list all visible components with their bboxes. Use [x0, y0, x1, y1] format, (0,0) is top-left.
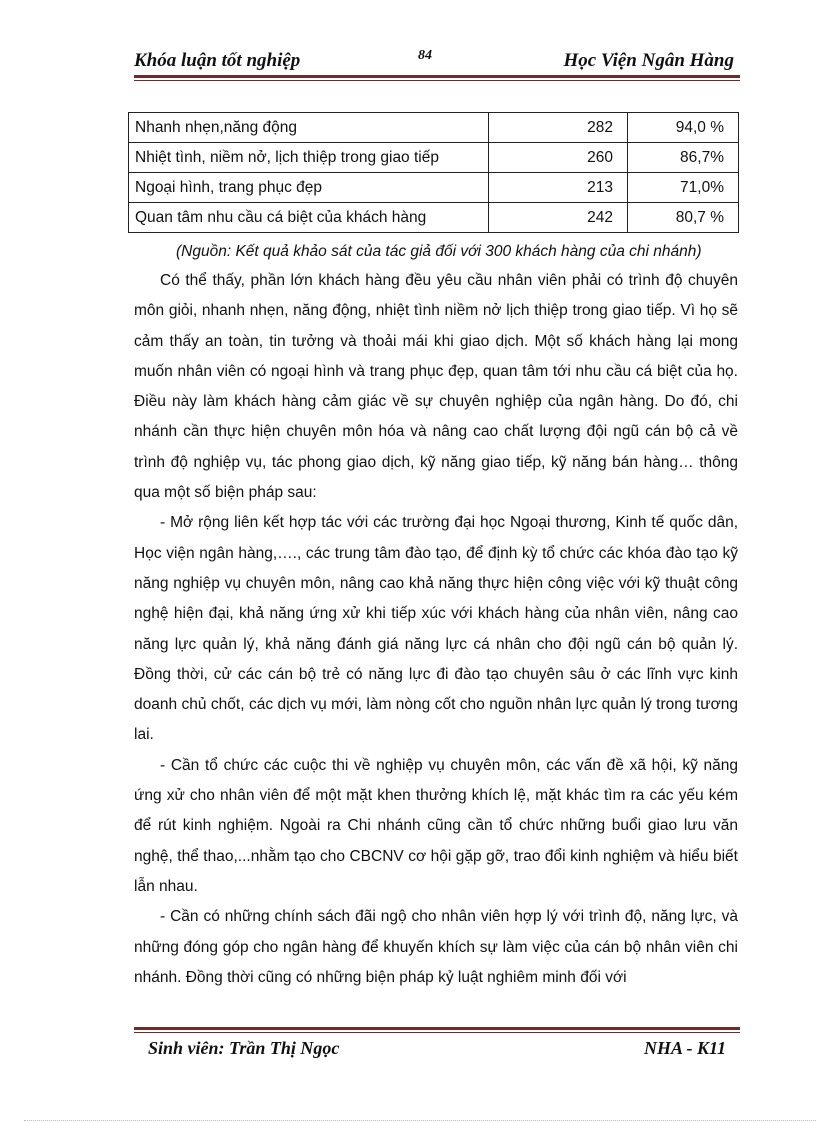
- table-source-note: (Nguồn: Kết quả khảo sát của tác giả đối với 300 khách hàng của chi nhánh): [176, 243, 702, 260]
- header-rule-thick: [134, 75, 740, 78]
- class-code: NHA - K11: [643, 1038, 726, 1058]
- table-row: [129, 113, 739, 143]
- row-count: 282: [489, 113, 628, 143]
- page-header: [134, 46, 734, 76]
- table-row: [129, 173, 739, 203]
- row-label: Nhanh nhẹn,năng động: [129, 113, 489, 143]
- table-row: [129, 203, 739, 233]
- page-footer: [148, 1038, 726, 1066]
- paragraph: Có thể thấy, phần lớn khách hàng đều yêu cầu nhân viên phải có trình độ chuyên môn giỏi, nhanh nhẹn, năng động, nhiệt tình niềm nở lịch thiệp trong giao tiếp. Vì họ sẽ cảm thấy an toàn, tin tưởng và thoải mái khi giao dịch. Một số khách hàng lại mong muốn nhân viên có ngoại hình và trang phục đẹp, quan tâm tới nhu cầu cá biệt của họ. Điều này làm khách hàng cảm giác về sự chuyên nghiệp của ngân hàng. Do đó, chi nhánh cần thực hiện chuyên môn hóa và nâng cao chất lượng đội ngũ cán bộ cả về trình độ nghiệp vụ, tác phong giao dịch, kỹ năng giao tiếp, kỹ năng bán hàng… thông qua một số biện pháp sau:: [134, 272, 738, 502]
- body-text: [134, 266, 738, 993]
- footer-rule-thick: [134, 1027, 740, 1030]
- thesis-title: Khóa luận tốt nghiệp: [134, 50, 301, 71]
- row-count: 242: [489, 203, 628, 233]
- page-number: 84: [418, 48, 432, 63]
- row-count: 260: [489, 143, 628, 173]
- row-label: Ngoại hình, trang phục đẹp: [129, 173, 489, 203]
- survey-table: [128, 112, 739, 233]
- institution-name: Học Viện Ngân Hàng: [563, 50, 734, 71]
- row-percent: 71,0%: [628, 173, 739, 203]
- row-label: Quan tâm nhu cầu cá biệt của khách hàng: [129, 203, 489, 233]
- paragraph: - Mở rộng liên kết hợp tác với các trường đại học Ngoại thương, Kinh tế quốc dân, Học viện ngân hàng,…., các trung tâm đào tạo, để định kỳ tổ chức các khóa đào tạo kỹ năng nghiệp vụ chuyên môn, nâng cao khả năng thực hiện công việc với kỹ thuật công nghệ hiện đại, khả năng ứng xử khi tiếp xúc với khách hàng của nhân viên, nâng cao năng lực quản lý, khả năng đánh giá năng lực cá nhân cho đội ngũ cán bộ quản lý. Đồng thời, cử các cán bộ trẻ có năng lực đi đào tạo chuyên sâu ở các lĩnh vực kinh doanh chủ chốt, các dịch vụ mới, làm nòng cốt cho nguồn nhân lực quản lý trong tương lai.: [134, 514, 738, 744]
- page-edge-divider: [24, 1120, 816, 1121]
- row-label: Nhiệt tình, niềm nở, lịch thiệp trong giao tiếp: [129, 143, 489, 173]
- student-name: Sinh viên: Trần Thị Ngọc: [148, 1038, 340, 1058]
- row-percent: 94,0 %: [628, 113, 739, 143]
- header-rule-thin: [134, 80, 740, 81]
- paragraph: - Cần tổ chức các cuộc thi về nghiệp vụ chuyên môn, các vấn đề xã hội, kỹ năng ứng xử cho nhân viên để một mặt khen thưởng khích lệ, mặt khác tìm ra các yếu kém để rút kinh nghiệm. Ngoài ra Chi nhánh cũng cần tổ chức những buổi giao lưu văn nghệ, thể thao,...nhằm tạo cho CBCNV cơ hội gặp gỡ, trao đổi kinh nghiệm và hiểu biết lẫn nhau.: [134, 756, 738, 895]
- table-row: [129, 143, 739, 173]
- footer-rule-thin: [134, 1032, 740, 1033]
- paragraph: - Cần có những chính sách đãi ngộ cho nhân viên hợp lý với trình độ, năng lực, và những đóng góp cho ngân hàng để khuyến khích sự làm việc của cán bộ nhân viên chi nhánh. Đồng thời cũng có những biện pháp kỷ luật nghiêm minh đối với: [134, 908, 738, 986]
- row-percent: 80,7 %: [628, 203, 739, 233]
- row-percent: 86,7%: [628, 143, 739, 173]
- row-count: 213: [489, 173, 628, 203]
